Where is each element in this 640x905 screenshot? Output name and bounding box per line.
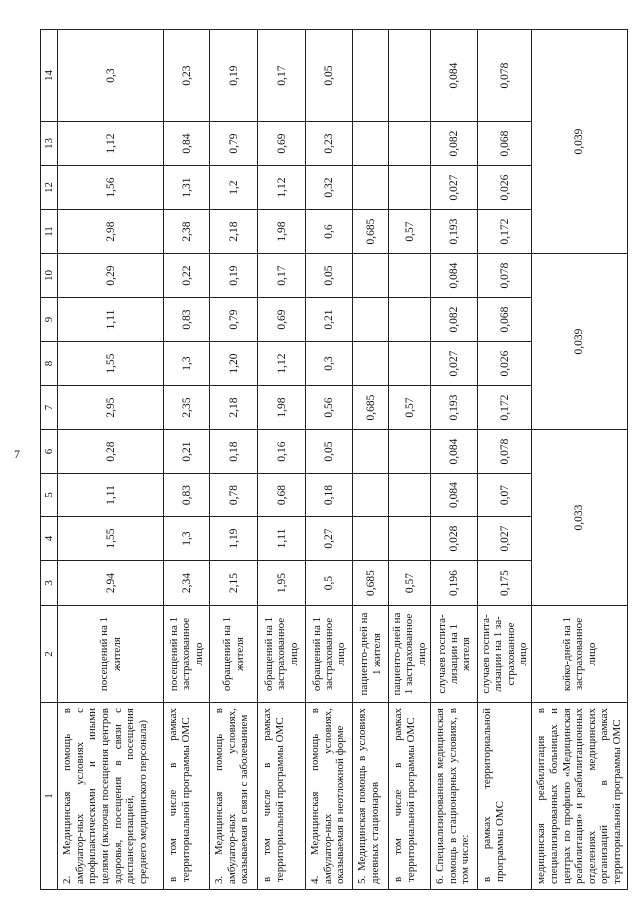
column-number-5: 5	[41, 474, 58, 517]
value-cell: 0,83	[164, 474, 210, 517]
value-cell: 0,196	[431, 561, 478, 606]
value-cell	[353, 122, 389, 166]
unit-of-measure: пациенто-дней на 1 жителя	[353, 606, 389, 703]
value-cell: 0,026	[478, 166, 532, 210]
page-number: 7	[14, 447, 20, 461]
value-cell: 0,21	[306, 298, 353, 342]
value-cell: 0,068	[478, 298, 532, 342]
column-number-13: 13	[41, 122, 58, 166]
value-cell: 2,35	[164, 386, 210, 430]
rotated-table-container	[40, 30, 626, 890]
indicators-table	[40, 29, 628, 890]
unit-of-measure: обращений на 1 застрахованное лицо	[306, 606, 353, 703]
column-number-1: 1	[41, 703, 58, 890]
value-cell	[389, 254, 431, 298]
value-cell: 0,68	[258, 474, 306, 517]
value-cell: 0,57	[389, 561, 431, 606]
value-cell	[389, 474, 431, 517]
value-cell: 0,039	[532, 254, 627, 430]
value-cell	[353, 517, 389, 561]
value-cell: 0,17	[258, 30, 306, 122]
indicator-name: в том числе в рамках территориальной программы ОМС	[164, 703, 210, 890]
value-cell: 1,3	[164, 517, 210, 561]
value-cell: 0,57	[389, 386, 431, 430]
value-cell: 0,18	[210, 430, 258, 474]
value-cell: 0,3	[306, 342, 353, 386]
value-cell: 2,38	[164, 210, 210, 254]
column-number-9: 9	[41, 298, 58, 342]
column-number-2: 2	[41, 606, 58, 703]
value-cell	[389, 517, 431, 561]
value-cell: 1,11	[258, 517, 306, 561]
value-cell: 0,084	[431, 30, 478, 122]
value-cell: 1,2	[210, 166, 258, 210]
value-cell: 1,95	[258, 561, 306, 606]
indicator-name: 2. Медицинская помощь в амбулатор-ных условиях с профилактическими и иными целями (включая посещения центров здоровья, посещения в связи с диспансеризацией, посещения среднего медицинского персонала)	[58, 703, 164, 890]
value-cell: 0,19	[210, 30, 258, 122]
value-cell	[389, 166, 431, 210]
column-number-8: 8	[41, 342, 58, 386]
column-number-3: 3	[41, 561, 58, 606]
value-cell: 2,98	[58, 210, 164, 254]
value-cell	[353, 254, 389, 298]
value-cell: 0,32	[306, 166, 353, 210]
value-cell: 0,22	[164, 254, 210, 298]
value-cell: 0,84	[164, 122, 210, 166]
value-cell: 1,12	[58, 122, 164, 166]
value-cell: 0,17	[258, 254, 306, 298]
value-cell	[353, 474, 389, 517]
value-cell: 0,084	[431, 430, 478, 474]
value-cell: 0,028	[431, 517, 478, 561]
indicator-name: 5. Медицинская помощь в условиях дневных стационаров	[353, 703, 389, 890]
value-cell: 1,3	[164, 342, 210, 386]
value-cell: 0,172	[478, 386, 532, 430]
column-number-11: 11	[41, 210, 58, 254]
value-cell: 0,685	[353, 386, 389, 430]
value-cell	[353, 166, 389, 210]
unit-of-measure: посещений на 1 жителя	[58, 606, 164, 703]
value-cell: 0,6	[306, 210, 353, 254]
value-cell: 0,078	[478, 254, 532, 298]
value-cell: 0,57	[389, 210, 431, 254]
value-cell: 0,026	[478, 342, 532, 386]
unit-of-measure: койко-дней на 1 застрахованное лицо	[532, 606, 627, 703]
value-cell: 0,05	[306, 430, 353, 474]
value-cell: 0,16	[258, 430, 306, 474]
value-cell: 0,039	[532, 30, 627, 254]
value-cell: 0,5	[306, 561, 353, 606]
value-cell: 0,23	[164, 30, 210, 122]
value-cell	[389, 430, 431, 474]
column-number-14: 14	[41, 30, 58, 122]
unit-of-measure: посещений на 1 застрахованное лицо	[164, 606, 210, 703]
value-cell: 2,34	[164, 561, 210, 606]
value-cell: 0,3	[58, 30, 164, 122]
value-cell: 0,23	[306, 122, 353, 166]
indicator-name: 3. Медицинская помощь в амбулатор-ных условиях, оказываемая в связи с заболеванием	[210, 703, 258, 890]
value-cell: 0,83	[164, 298, 210, 342]
value-cell: 0,05	[306, 30, 353, 122]
table-row	[306, 30, 353, 890]
indicator-name: медицинская реабилитация в специализированных больницах и центрах по профилю «Медицинская реабилитация» и реабилитационных отделениях медицинских организаций в рамках территориальной программы ОМС	[532, 703, 627, 890]
column-number-7: 7	[41, 386, 58, 430]
value-cell: 0,29	[58, 254, 164, 298]
indicator-name: 6. Специализированная медицинская помощь в стационарных условиях, в том числе:	[431, 703, 478, 890]
value-cell: 0,084	[431, 474, 478, 517]
value-cell: 0,078	[478, 30, 532, 122]
column-number-6: 6	[41, 430, 58, 474]
column-number-10: 10	[41, 254, 58, 298]
value-cell: 1,98	[258, 386, 306, 430]
unit-of-measure: случаев госпита-лизации на 1 за-страхованное лицо	[478, 606, 532, 703]
value-cell: 0,172	[478, 210, 532, 254]
value-cell: 2,18	[210, 386, 258, 430]
value-cell: 1,31	[164, 166, 210, 210]
table-row	[210, 30, 258, 890]
value-cell: 0,078	[478, 430, 532, 474]
value-cell: 0,69	[258, 298, 306, 342]
value-cell: 0,027	[431, 166, 478, 210]
value-cell: 0,068	[478, 122, 532, 166]
table-row	[353, 30, 389, 890]
value-cell: 0,685	[353, 210, 389, 254]
value-cell: 0,05	[306, 254, 353, 298]
indicator-name: в том числе в рамках территориальной программы ОМС	[389, 703, 431, 890]
value-cell: 0,27	[306, 517, 353, 561]
value-cell: 1,20	[210, 342, 258, 386]
value-cell: 0,69	[258, 122, 306, 166]
indicator-name: в рамках территориальной программы ОМС	[478, 703, 532, 890]
value-cell: 1,11	[58, 474, 164, 517]
value-cell	[389, 122, 431, 166]
value-cell: 0,193	[431, 386, 478, 430]
column-number-row	[41, 30, 58, 890]
table-row	[164, 30, 210, 890]
value-cell: 0,082	[431, 298, 478, 342]
unit-of-measure: случаев госпита-лизации на 1 жителя	[431, 606, 478, 703]
table-row	[532, 30, 627, 890]
value-cell: 0,193	[431, 210, 478, 254]
value-cell: 0,027	[431, 342, 478, 386]
value-cell	[389, 342, 431, 386]
value-cell: 1,12	[258, 166, 306, 210]
value-cell: 1,98	[258, 210, 306, 254]
table-body	[58, 30, 628, 890]
value-cell: 0,21	[164, 430, 210, 474]
value-cell	[353, 430, 389, 474]
column-number-4: 4	[41, 517, 58, 561]
indicator-name: 4. Медицинская помощь в амбулатор-ных условиях, оказываемая в неотложной форме	[306, 703, 353, 890]
value-cell: 2,15	[210, 561, 258, 606]
table-row	[431, 30, 478, 890]
unit-of-measure: обращений на 1 застрахованное лицо	[258, 606, 306, 703]
table-row	[478, 30, 532, 890]
value-cell: 2,94	[58, 561, 164, 606]
value-cell: 1,19	[210, 517, 258, 561]
value-cell	[353, 298, 389, 342]
unit-of-measure: обращений на 1 жителя	[210, 606, 258, 703]
value-cell: 0,79	[210, 298, 258, 342]
table-row	[389, 30, 431, 890]
value-cell: 0,19	[210, 254, 258, 298]
value-cell: 0,027	[478, 517, 532, 561]
value-cell: 0,685	[353, 561, 389, 606]
unit-of-measure: пациенто-дней на 1 застрахованное лицо	[389, 606, 431, 703]
indicator-name: в том числе в рамках территориальной программы ОМС	[258, 703, 306, 890]
value-cell	[389, 30, 431, 122]
value-cell: 2,95	[58, 386, 164, 430]
value-cell: 1,55	[58, 517, 164, 561]
value-cell: 1,11	[58, 298, 164, 342]
value-cell: 0,084	[431, 254, 478, 298]
table-row	[258, 30, 306, 890]
value-cell: 0,56	[306, 386, 353, 430]
value-cell: 0,79	[210, 122, 258, 166]
value-cell: 0,28	[58, 430, 164, 474]
value-cell: 0,78	[210, 474, 258, 517]
value-cell: 0,07	[478, 474, 532, 517]
value-cell	[353, 30, 389, 122]
value-cell: 1,56	[58, 166, 164, 210]
value-cell: 1,12	[258, 342, 306, 386]
value-cell: 1,55	[58, 342, 164, 386]
value-cell	[389, 298, 431, 342]
value-cell: 2,18	[210, 210, 258, 254]
value-cell: 0,175	[478, 561, 532, 606]
value-cell: 0,18	[306, 474, 353, 517]
value-cell: 0,082	[431, 122, 478, 166]
value-cell: 0,033	[532, 430, 627, 606]
table-row	[58, 30, 164, 890]
column-number-12: 12	[41, 166, 58, 210]
value-cell	[353, 342, 389, 386]
